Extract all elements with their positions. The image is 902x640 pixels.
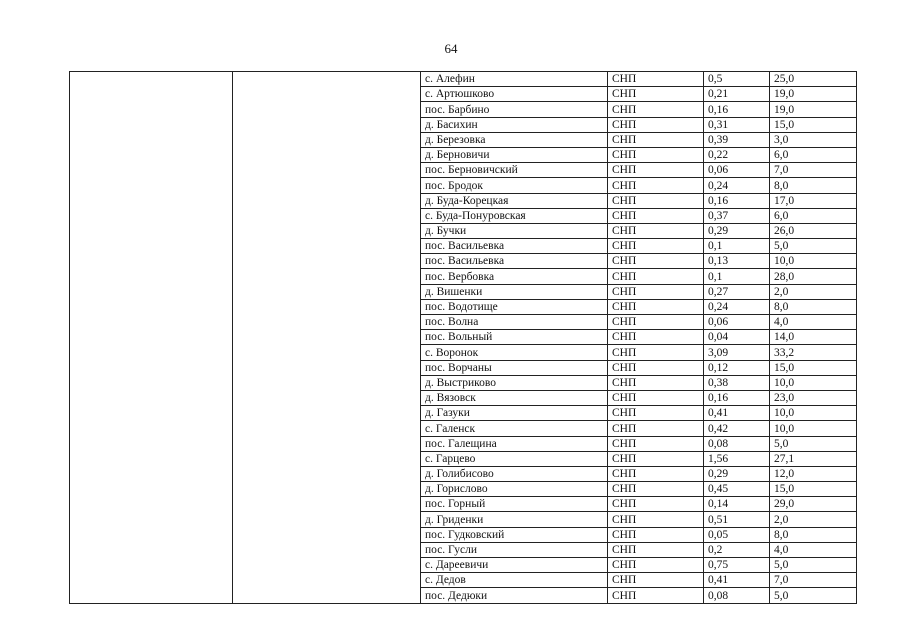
settlement-type-cell: СНП bbox=[608, 284, 704, 299]
area-value-cell: 3,09 bbox=[704, 345, 770, 360]
settlement-name-cell: д. Березовка bbox=[421, 132, 608, 147]
settlement-name-cell: пос. Бродок bbox=[421, 178, 608, 193]
settlement-name-cell: с. Буда-Понуровская bbox=[421, 208, 608, 223]
settlement-name-cell: пос. Барбино bbox=[421, 102, 608, 117]
area-value-cell: 0,16 bbox=[704, 193, 770, 208]
settlement-type-cell: СНП bbox=[608, 239, 704, 254]
area-value-cell: 0,08 bbox=[704, 436, 770, 451]
settlement-type-cell: СНП bbox=[608, 315, 704, 330]
distance-value-cell: 8,0 bbox=[770, 178, 857, 193]
area-value-cell: 0,21 bbox=[704, 87, 770, 102]
distance-value-cell: 4,0 bbox=[770, 315, 857, 330]
settlement-name-cell: пос. Горный bbox=[421, 497, 608, 512]
settlement-type-cell: СНП bbox=[608, 72, 704, 87]
settlement-type-cell: СНП bbox=[608, 588, 704, 603]
settlement-name-cell: пос. Галещина bbox=[421, 436, 608, 451]
settlement-name-cell: с. Алефин bbox=[421, 72, 608, 87]
settlement-name-cell: д. Басихин bbox=[421, 117, 608, 132]
area-value-cell: 0,29 bbox=[704, 223, 770, 238]
settlement-name-cell: д. Вишенки bbox=[421, 284, 608, 299]
settlement-type-cell: СНП bbox=[608, 132, 704, 147]
area-value-cell: 0,41 bbox=[704, 406, 770, 421]
settlement-name-cell: пос. Васильевка bbox=[421, 239, 608, 254]
area-value-cell: 0,16 bbox=[704, 390, 770, 405]
distance-value-cell: 2,0 bbox=[770, 284, 857, 299]
settlement-name-cell: д. Горислово bbox=[421, 482, 608, 497]
settlement-name-cell: д. Буда-Корецкая bbox=[421, 193, 608, 208]
distance-value-cell: 12,0 bbox=[770, 466, 857, 481]
area-value-cell: 0,14 bbox=[704, 497, 770, 512]
settlement-name-cell: пос. Гусли bbox=[421, 542, 608, 557]
settlement-type-cell: СНП bbox=[608, 375, 704, 390]
settlement-type-cell: СНП bbox=[608, 254, 704, 269]
settlement-type-cell: СНП bbox=[608, 147, 704, 162]
distance-value-cell: 6,0 bbox=[770, 147, 857, 162]
settlement-type-cell: СНП bbox=[608, 436, 704, 451]
area-value-cell: 0,75 bbox=[704, 558, 770, 573]
settlement-type-cell: СНП bbox=[608, 482, 704, 497]
settlement-name-cell: с. Галенск bbox=[421, 421, 608, 436]
settlement-type-cell: СНП bbox=[608, 558, 704, 573]
distance-value-cell: 15,0 bbox=[770, 117, 857, 132]
settlement-name-cell: пос. Вербовка bbox=[421, 269, 608, 284]
settlement-name-cell: пос. Волна bbox=[421, 315, 608, 330]
distance-value-cell: 5,0 bbox=[770, 436, 857, 451]
distance-value-cell: 2,0 bbox=[770, 512, 857, 527]
settlement-name-cell: д. Бучки bbox=[421, 223, 608, 238]
distance-value-cell: 5,0 bbox=[770, 239, 857, 254]
area-value-cell: 0,06 bbox=[704, 163, 770, 178]
area-value-cell: 0,16 bbox=[704, 102, 770, 117]
settlement-name-cell: д. Выстриково bbox=[421, 375, 608, 390]
area-value-cell: 0,29 bbox=[704, 466, 770, 481]
distance-value-cell: 27,1 bbox=[770, 451, 857, 466]
distance-value-cell: 4,0 bbox=[770, 542, 857, 557]
settlement-name-cell: д. Берновичи bbox=[421, 147, 608, 162]
area-value-cell: 0,5 bbox=[704, 72, 770, 87]
distance-value-cell: 29,0 bbox=[770, 497, 857, 512]
distance-value-cell: 8,0 bbox=[770, 527, 857, 542]
settlement-type-cell: СНП bbox=[608, 421, 704, 436]
distance-value-cell: 3,0 bbox=[770, 132, 857, 147]
settlement-type-cell: СНП bbox=[608, 117, 704, 132]
distance-value-cell: 23,0 bbox=[770, 390, 857, 405]
area-value-cell: 0,24 bbox=[704, 178, 770, 193]
settlement-type-cell: СНП bbox=[608, 178, 704, 193]
settlement-type-cell: СНП bbox=[608, 269, 704, 284]
area-value-cell: 0,2 bbox=[704, 542, 770, 557]
area-value-cell: 0,24 bbox=[704, 299, 770, 314]
settlement-name-cell: пос. Дедюки bbox=[421, 588, 608, 603]
settlement-type-cell: СНП bbox=[608, 163, 704, 178]
settlement-type-cell: СНП bbox=[608, 451, 704, 466]
settlement-type-cell: СНП bbox=[608, 406, 704, 421]
distance-value-cell: 17,0 bbox=[770, 193, 857, 208]
settlement-type-cell: СНП bbox=[608, 330, 704, 345]
municipality-cell bbox=[233, 72, 421, 604]
distance-value-cell: 10,0 bbox=[770, 254, 857, 269]
distance-value-cell: 5,0 bbox=[770, 558, 857, 573]
settlement-type-cell: СНП bbox=[608, 466, 704, 481]
settlement-type-cell: СНП bbox=[608, 193, 704, 208]
settlement-name-cell: пос. Берновичский bbox=[421, 163, 608, 178]
area-value-cell: 0,22 bbox=[704, 147, 770, 162]
settlement-name-cell: д. Газуки bbox=[421, 406, 608, 421]
settlement-type-cell: СНП bbox=[608, 497, 704, 512]
area-value-cell: 0,39 bbox=[704, 132, 770, 147]
area-value-cell: 1,56 bbox=[704, 451, 770, 466]
settlement-name-cell: с. Гарцево bbox=[421, 451, 608, 466]
area-value-cell: 0,27 bbox=[704, 284, 770, 299]
settlement-name-cell: с. Дареевичи bbox=[421, 558, 608, 573]
settlement-type-cell: СНП bbox=[608, 223, 704, 238]
distance-value-cell: 5,0 bbox=[770, 588, 857, 603]
area-value-cell: 0,37 bbox=[704, 208, 770, 223]
settlement-name-cell: с. Дедов bbox=[421, 573, 608, 588]
distance-value-cell: 19,0 bbox=[770, 87, 857, 102]
distance-value-cell: 10,0 bbox=[770, 406, 857, 421]
page-number: 64 bbox=[444, 41, 458, 56]
settlement-type-cell: СНП bbox=[608, 360, 704, 375]
settlement-type-cell: СНП bbox=[608, 299, 704, 314]
settlement-name-cell: пос. Ворчаны bbox=[421, 360, 608, 375]
distance-value-cell: 7,0 bbox=[770, 163, 857, 178]
area-value-cell: 0,42 bbox=[704, 421, 770, 436]
area-value-cell: 0,45 bbox=[704, 482, 770, 497]
settlement-name-cell: пос. Вольный bbox=[421, 330, 608, 345]
settlement-name-cell: д. Гриденки bbox=[421, 512, 608, 527]
settlement-name-cell: пос. Гудковский bbox=[421, 527, 608, 542]
area-value-cell: 0,05 bbox=[704, 527, 770, 542]
settlement-name-cell: пос. Водотище bbox=[421, 299, 608, 314]
distance-value-cell: 15,0 bbox=[770, 360, 857, 375]
distance-value-cell: 19,0 bbox=[770, 102, 857, 117]
settlement-type-cell: СНП bbox=[608, 573, 704, 588]
settlement-type-cell: СНП bbox=[608, 542, 704, 557]
settlement-type-cell: СНП bbox=[608, 87, 704, 102]
settlement-name-cell: с. Артюшково bbox=[421, 87, 608, 102]
distance-value-cell: 33,2 bbox=[770, 345, 857, 360]
distance-value-cell: 14,0 bbox=[770, 330, 857, 345]
area-value-cell: 0,06 bbox=[704, 315, 770, 330]
area-value-cell: 0,13 bbox=[704, 254, 770, 269]
settlement-name-cell: с. Воронок bbox=[421, 345, 608, 360]
settlement-name-cell: пос. Васильевка bbox=[421, 254, 608, 269]
region-cell bbox=[70, 72, 233, 604]
distance-value-cell: 28,0 bbox=[770, 269, 857, 284]
area-value-cell: 0,1 bbox=[704, 269, 770, 284]
area-value-cell: 0,12 bbox=[704, 360, 770, 375]
settlement-type-cell: СНП bbox=[608, 102, 704, 117]
area-value-cell: 0,41 bbox=[704, 573, 770, 588]
settlement-type-cell: СНП bbox=[608, 527, 704, 542]
table-row bbox=[70, 72, 857, 87]
distance-value-cell: 25,0 bbox=[770, 72, 857, 87]
distance-value-cell: 10,0 bbox=[770, 375, 857, 390]
settlement-name-cell: д. Голибисово bbox=[421, 466, 608, 481]
settlements-table-body bbox=[70, 72, 857, 604]
settlement-type-cell: СНП bbox=[608, 208, 704, 223]
distance-value-cell: 26,0 bbox=[770, 223, 857, 238]
area-value-cell: 0,38 bbox=[704, 375, 770, 390]
area-value-cell: 0,31 bbox=[704, 117, 770, 132]
settlement-type-cell: СНП bbox=[608, 512, 704, 527]
settlement-type-cell: СНП bbox=[608, 390, 704, 405]
area-value-cell: 0,08 bbox=[704, 588, 770, 603]
area-value-cell: 0,1 bbox=[704, 239, 770, 254]
distance-value-cell: 6,0 bbox=[770, 208, 857, 223]
settlements-table bbox=[69, 71, 857, 604]
distance-value-cell: 8,0 bbox=[770, 299, 857, 314]
distance-value-cell: 10,0 bbox=[770, 421, 857, 436]
settlement-type-cell: СНП bbox=[608, 345, 704, 360]
distance-value-cell: 15,0 bbox=[770, 482, 857, 497]
area-value-cell: 0,51 bbox=[704, 512, 770, 527]
area-value-cell: 0,04 bbox=[704, 330, 770, 345]
settlement-name-cell: д. Вязовск bbox=[421, 390, 608, 405]
distance-value-cell: 7,0 bbox=[770, 573, 857, 588]
